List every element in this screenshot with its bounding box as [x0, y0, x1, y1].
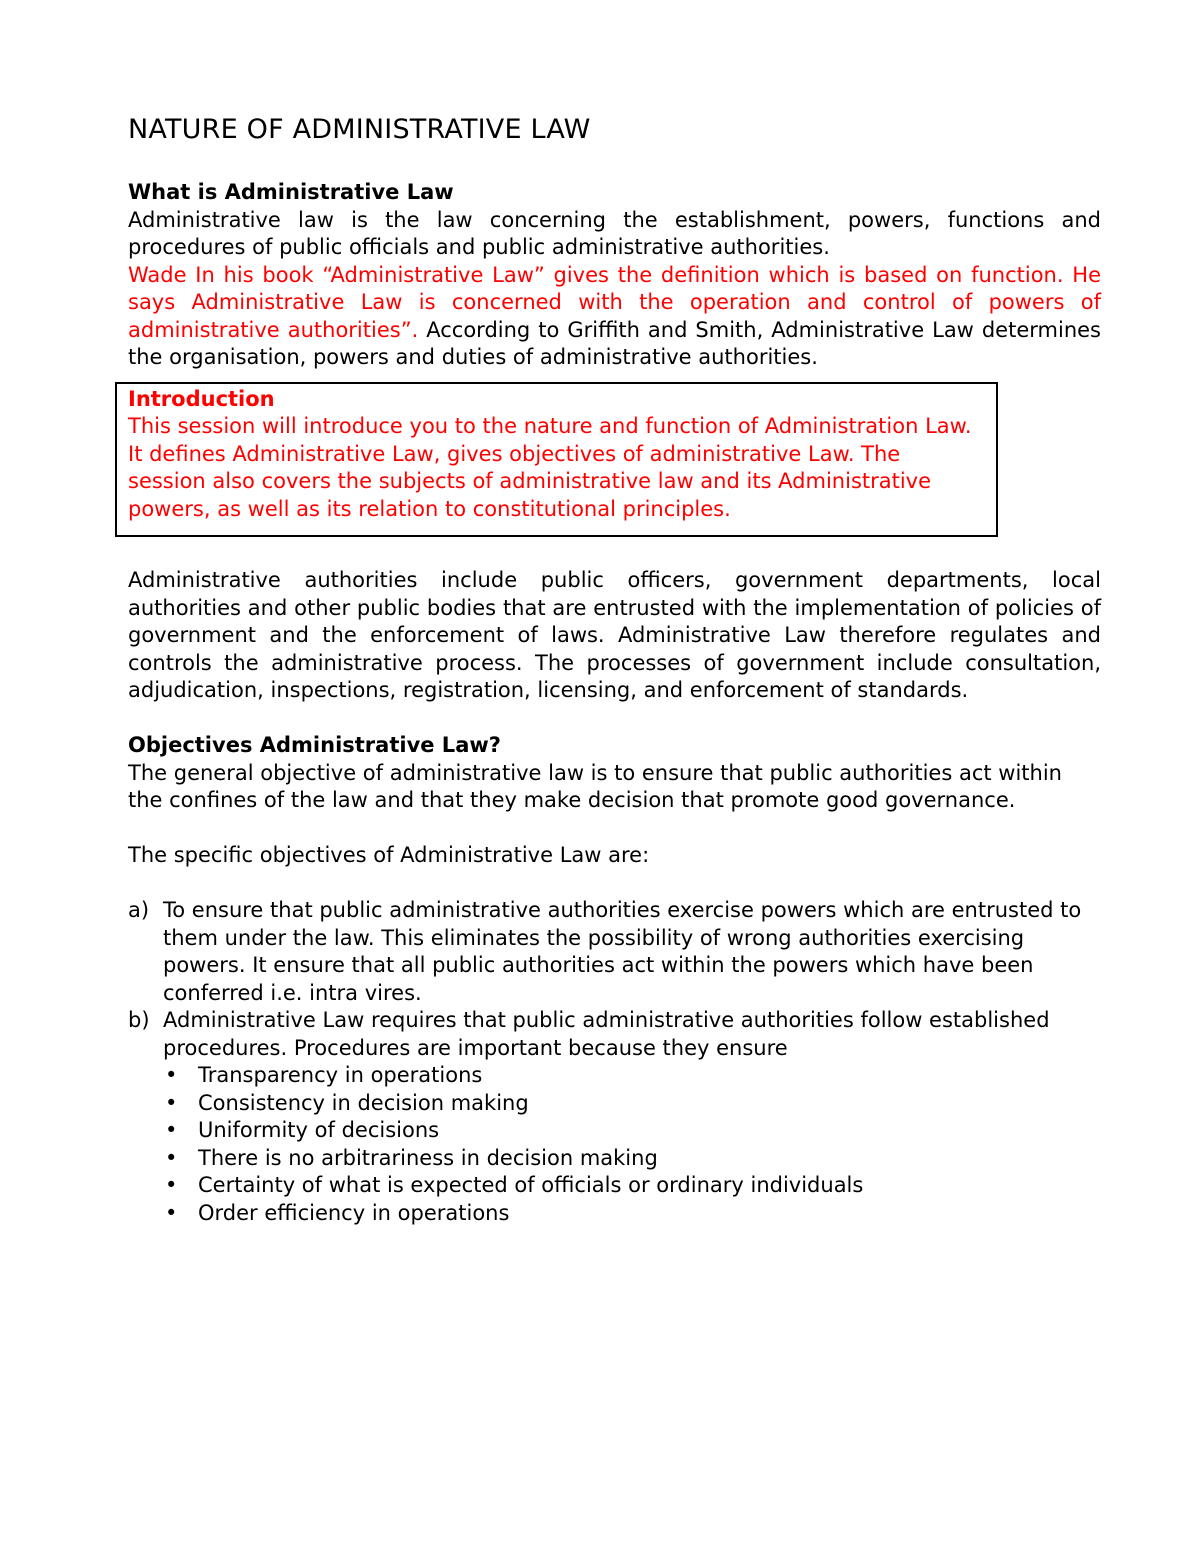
list-item: [128, 1007, 1101, 1062]
objectives-list: [128, 897, 1101, 1062]
procedures-bullet-list: [128, 1062, 1101, 1227]
bullet-item: [128, 1172, 1101, 1200]
bullet-item: [128, 1062, 1101, 1090]
bullet-icon: •: [165, 1118, 178, 1142]
introduction-heading: Introduction: [128, 386, 275, 411]
bullet-text: Transparency in operations: [198, 1063, 483, 1087]
bullet-text: Consistency in decision making: [198, 1090, 529, 1115]
bullet-icon: •: [165, 1145, 178, 1170]
bullet-text: Order efficiency in operations: [198, 1200, 510, 1225]
objectives-heading: Objectives Administrative Law?: [128, 733, 501, 757]
bullet-item: [128, 1145, 1101, 1173]
page-title: NATURE OF ADMINISTRATIVE LAW: [128, 114, 591, 145]
bullet-text: There is no arbitrariness in decision making: [198, 1145, 658, 1170]
authorities-paragraph: Administrative authorities include public officers, government departments, local authorities and other public bodies that are entrusted with the implementation of policies of government and the enforcement of laws. Administrative Law therefore regulates and controls the administrative process. The processes of government include consultation, adjudication, inspections, registration, licensing, and enforcement of standards.: [128, 568, 1101, 702]
introduction-box: [115, 382, 998, 538]
griffith-smith-text: According to Griffith and Smith, Administrative Law determines the organisation, powers and duties of administrative authorities.: [128, 317, 1101, 369]
wade-quote: Wade In his book “Administrative Law” gives the definition which is based on function. He says Administrative Law is concerned with the operation and control of powers of administrative authorities”.: [128, 262, 1101, 342]
list-item: [128, 897, 1101, 1007]
specific-objectives-intro: The specific objectives of Administrative Law are:: [128, 843, 650, 867]
introduction-text: This session will introduce you to the nature and function of Administration Law. It defines Administrative Law, gives objectives of administrative Law. The session also covers the subjects of administrative law and its Administrative powers, as well as its relation to constitutional principles.: [128, 414, 972, 521]
what-is-heading: What is Administrative Law: [128, 180, 454, 204]
wade-definition-paragraph: [128, 262, 1101, 372]
bullet-icon: •: [165, 1173, 178, 1197]
bullet-icon: •: [165, 1090, 178, 1115]
list-marker: a): [128, 898, 150, 922]
bullet-icon: •: [165, 1063, 178, 1087]
bullet-item: [128, 1090, 1101, 1118]
definition-paragraph: Administrative law is the law concerning the establishment, powers, functions and procedures of public officials and public administrative authorities.: [128, 207, 1101, 259]
bullet-text: Uniformity of decisions: [198, 1118, 440, 1142]
bullet-item: [128, 1117, 1101, 1145]
list-marker: b): [128, 1008, 150, 1032]
bullet-icon: •: [165, 1200, 178, 1225]
general-objective-paragraph: The general objective of administrative law is to ensure that public authorities act within the confines of the law and that they make decision that promote good governance.: [128, 760, 1062, 812]
document-page: [128, 113, 1101, 1227]
bullet-item: [128, 1200, 1101, 1228]
bullet-text: Certainty of what is expected of officials or ordinary individuals: [198, 1173, 864, 1197]
list-item-text: Administrative Law requires that public administrative authorities follow established procedures. Procedures are important because they ensure: [163, 1008, 1050, 1060]
list-item-text: To ensure that public administrative authorities exercise powers which are entrusted to them under the law. This eliminates the possibility of wrong authorities exercising powers. It ensure that all public authorities act within the powers which have been conferred i.e. intra vires.: [163, 898, 1082, 1005]
